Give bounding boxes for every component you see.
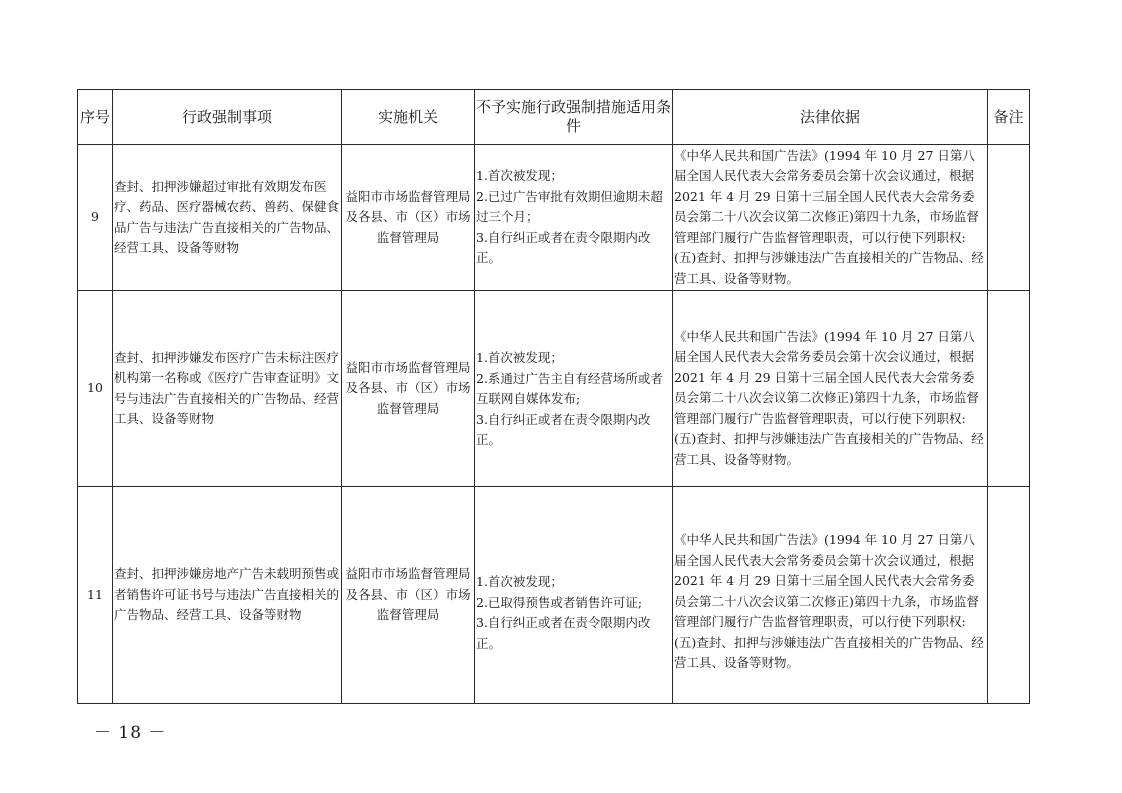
row-org: 益阳市市场监督管理局及各县、市（区）市场监督管理局 — [342, 291, 475, 487]
condition-line: 3.自行纠正或者在责令限期内改正。 — [476, 615, 651, 651]
table-header-row — [78, 90, 1030, 145]
condition-line: 1.首次被发现； — [476, 168, 563, 184]
page-number: － 18 － — [94, 723, 167, 743]
row-item: 查封、扣押涉嫌超过审批有效期发布医疗、药品、医疗器械农药、兽药、保健食品广告与违法广告直接相关的广告物品、经营工具、设备等财物 — [113, 145, 342, 291]
condition-line: 2.已过广告审批有效期但逾期未超过三个月； — [476, 188, 663, 225]
enforcement-table — [77, 89, 1030, 704]
header-law: 法律依据 — [673, 90, 988, 145]
condition-line: 3.自行纠正或者在责令限期内改正。 — [476, 411, 651, 448]
table-row — [78, 145, 1030, 291]
row-item: 查封、扣押涉嫌发布医疗广告未标注医疗机构第一名称或《医疗广告审查证明》文号与违法广告直接相关的广告物品、经营工具、设备等财物 — [113, 291, 342, 487]
row-conditions — [475, 145, 673, 291]
header-no: 序号 — [78, 90, 113, 145]
row-number: 10 — [78, 291, 113, 487]
row-note — [988, 291, 1030, 487]
row-legal-basis: 《中华人民共和国广告法》(1994 年 10 月 27 日第八届全国人民代表大会常务委员会第十次会议通过，根据 2021 年 4 月 29 日第十三届全国人民代表大会常务委员会第二十八次会议第二次修正)第四十九条，市场监督管理部门履行广告监督管理职责，可以行使下列职权:(五)查封、扣押与涉嫌违法广告直接相关的广告物品、经营工具、设备等财物。 — [673, 145, 988, 291]
table-row — [78, 291, 1030, 487]
row-conditions — [475, 291, 673, 487]
row-org: 益阳市市场监督管理局及各县、市（区）市场监督管理局 — [342, 145, 475, 291]
row-legal-basis: 《中华人民共和国广告法》(1994 年 10 月 27 日第八届全国人民代表大会常务委员会第十次会议通过，根据 2021 年 4 月 29 日第十三届全国人民代表大会常务委员会第二十八次会议第二次修正)第四十九条，市场监督管理部门履行广告监督管理职责，可以行使下列职权:(五)查封、扣押与涉嫌违法广告直接相关的广告物品、经营工具、设备等财物。 — [673, 291, 988, 487]
row-org: 益阳市市场监督管理局及各县、市（区）市场监督管理局 — [342, 487, 475, 704]
header-note: 备注 — [988, 90, 1030, 145]
row-item: 查封、扣押涉嫌房地产广告未载明预售或者销售许可证书号与违法广告直接相关的广告物品、经营工具、设备等财物 — [113, 487, 342, 704]
row-number: 9 — [78, 145, 113, 291]
row-conditions — [475, 487, 673, 704]
condition-line: 1.首次被发现； — [476, 574, 563, 589]
header-item: 行政强制事项 — [113, 90, 342, 145]
table-row — [78, 487, 1030, 704]
row-note — [988, 145, 1030, 291]
condition-line: 2.系通过广告主自有经营场所或者互联网自媒体发布; — [476, 370, 663, 407]
header-org: 实施机关 — [342, 90, 475, 145]
row-note — [988, 487, 1030, 704]
condition-line: 3.自行纠正或者在责令限期内改正。 — [476, 229, 651, 266]
condition-line: 2.已取得预售或者销售许可证; — [476, 594, 643, 610]
row-legal-basis: 《中华人民共和国广告法》(1994 年 10 月 27 日第八届全国人民代表大会常务委员会第十次会议通过，根据 2021 年 4 月 29 日第十三届全国人民代表大会常务委员会第二十八次会议第二次修正)第四十九条，市场监督管理部门履行广告监督管理职责，可以行使下列职权:(五)查封、扣押与涉嫌违法广告直接相关的广告物品、经营工具、设备等财物。 — [673, 487, 988, 704]
row-number: 11 — [78, 487, 113, 704]
condition-line: 1.首次被发现； — [476, 350, 563, 366]
header-cond: 不予实施行政强制措施适用条件 — [475, 90, 673, 145]
